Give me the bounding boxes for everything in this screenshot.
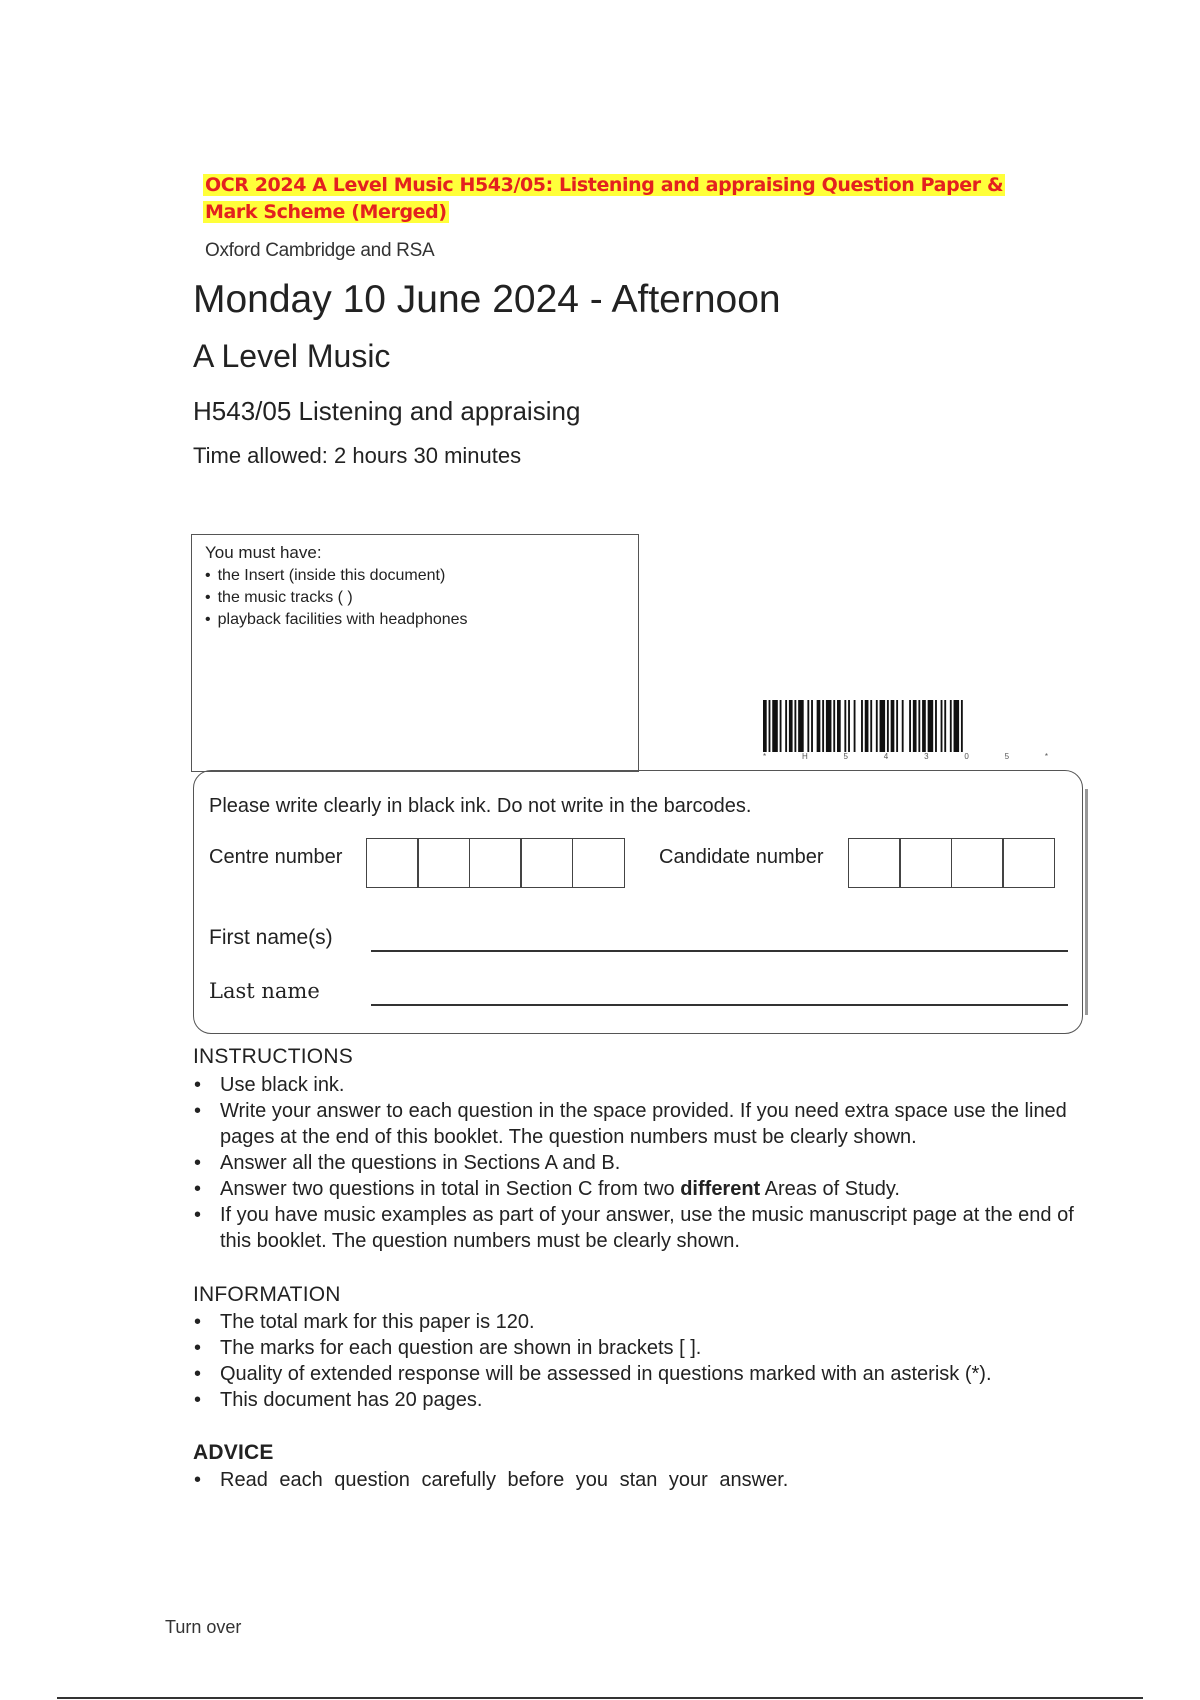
barcode-bar <box>961 700 963 752</box>
barcode-bar <box>876 700 878 752</box>
instruction-item <box>193 1176 1093 1202</box>
must-have-item: • the music tracks ( ) <box>205 587 468 609</box>
barcode-bar <box>861 700 863 752</box>
barcode-bar <box>909 700 911 752</box>
instruction-emphasis: different <box>680 1178 761 1200</box>
barcode-bar <box>928 700 934 752</box>
barcode-digit: 4 <box>883 752 889 761</box>
barcode-bar <box>954 700 960 752</box>
merged-document-title <box>203 172 1053 226</box>
instructions-heading: INSTRUCTIONS <box>193 1045 353 1068</box>
candidate-number-digit-box[interactable] <box>899 838 952 888</box>
merged-document-title-text: OCR 2024 A Level Music H543/05: Listening and appraising Question Paper & Mark Scheme (Merged) <box>205 174 1004 223</box>
barcode-bar <box>854 700 856 752</box>
barcode-digit: * <box>1044 752 1048 761</box>
centre-number-digit-box[interactable] <box>572 838 625 888</box>
advice-heading: ADVICE <box>193 1441 274 1464</box>
must-have-box <box>191 534 639 772</box>
barcode-bar <box>837 700 841 752</box>
barcode-digit: * <box>763 752 767 761</box>
advice-item: • Read each question carefully before you stan your answer. <box>193 1467 1093 1493</box>
page-bottom-rule <box>57 1697 1143 1699</box>
must-have-item: • the Insert (inside this document) <box>205 565 468 587</box>
barcode-digit: 5 <box>843 752 848 761</box>
must-have-title: You must have: <box>205 543 322 562</box>
organisation-name: Oxford Cambridge and RSA <box>205 240 435 261</box>
time-allowed: Time allowed: 2 hours 30 minutes <box>193 443 522 468</box>
instructions-list <box>193 1072 1093 1254</box>
exam-subject: A Level Music <box>193 338 391 374</box>
barcode-bar <box>880 700 886 752</box>
must-have-item: • playback facilities with headphones <box>205 609 468 631</box>
barcode-bar <box>769 700 771 752</box>
barcode-bar <box>891 700 895 752</box>
paper-code-title: H543/05 Listening and appraising <box>193 396 581 426</box>
barcode-digit: 0 <box>964 752 969 761</box>
centre-number-boxes <box>367 838 625 888</box>
barcode-digit: 5 <box>1004 752 1010 761</box>
barcode-bar <box>865 700 869 752</box>
candidate-number-digit-box[interactable] <box>951 838 1004 888</box>
barcode-bar <box>887 700 889 752</box>
barcode-bar <box>833 700 835 752</box>
turn-over-label: Turn over <box>165 1617 242 1637</box>
instruction-item: • Write your answer to each question in the space provided. If you need extra space use the lined pages at the end of this booklet. The question numbers must be clearly shown. <box>193 1098 1093 1150</box>
barcode-digit: 3 <box>924 752 929 761</box>
information-item: • This document has 20 pages. <box>193 1387 1093 1413</box>
barcode-bar <box>811 700 813 752</box>
barcode-bar <box>913 700 917 752</box>
information-item: • The marks for each question are shown in brackets [ ]. <box>193 1335 1093 1361</box>
centre-number-digit-box[interactable] <box>469 838 522 888</box>
barcode-bar <box>941 700 943 752</box>
barcode-digit: H <box>801 752 808 761</box>
candidate-number-boxes <box>849 838 1055 888</box>
barcode-bar <box>844 700 846 752</box>
barcode-bar <box>918 700 920 752</box>
barcode-digits <box>763 752 1048 762</box>
first-name-field[interactable] <box>371 950 1068 952</box>
information-list <box>193 1309 1093 1413</box>
centre-number-digit-box[interactable] <box>366 838 419 888</box>
barcode <box>763 700 1048 752</box>
write-clearly-instruction: Please write clearly in black ink. Do not write in the barcodes. <box>209 795 752 817</box>
last-name-field[interactable] <box>371 1004 1068 1006</box>
information-heading: INFORMATION <box>193 1283 341 1306</box>
candidate-number-digit-box[interactable] <box>1002 838 1055 888</box>
barcode-bar <box>896 700 898 752</box>
barcode-bar <box>922 700 926 752</box>
barcode-bar <box>798 700 804 752</box>
barcode-bar <box>780 700 782 752</box>
barcode-bar <box>785 700 787 752</box>
information-item: • Quality of extended response will be assessed in questions marked with an asterisk (*). <box>193 1361 1093 1387</box>
must-have-list <box>205 565 468 631</box>
first-name-label: First name(s) <box>209 926 333 949</box>
centre-number-digit-box[interactable] <box>520 838 573 888</box>
barcode-bar <box>935 700 937 752</box>
last-name-label: Last name <box>209 979 320 1003</box>
centre-number-digit-box[interactable] <box>417 838 470 888</box>
barcode-bar <box>950 700 952 752</box>
barcode-bar <box>789 700 793 752</box>
box-shadow-edge <box>1085 789 1088 1015</box>
barcode-bar <box>944 700 946 752</box>
barcode-bar <box>848 700 850 752</box>
barcode-bar <box>826 700 832 752</box>
candidate-number-label: Candidate number <box>659 846 824 868</box>
centre-number-label: Centre number <box>209 846 343 868</box>
barcode-bar <box>772 700 778 752</box>
barcode-bar <box>822 700 824 752</box>
instruction-item: • Use black ink. <box>193 1072 1093 1098</box>
instruction-item: • If you have music examples as part of your answer, use the music manuscript page at the end of this booklet. The question numbers must be clearly shown. <box>193 1202 1093 1254</box>
candidate-number-digit-box[interactable] <box>848 838 901 888</box>
instruction-item-text: Answer two questions in total in Section C from two <box>220 1178 675 1200</box>
advice-list <box>193 1467 1093 1493</box>
instruction-item: • Answer all the questions in Sections A and B. <box>193 1150 1093 1176</box>
barcode-bar <box>870 700 872 752</box>
barcode-bar <box>763 700 767 752</box>
barcode-bar <box>807 700 809 752</box>
information-item: • The total mark for this paper is 120. <box>193 1309 1093 1335</box>
exam-date: Monday 10 June 2024 - Afternoon <box>193 278 781 321</box>
barcode-bar <box>902 700 904 752</box>
barcode-bar <box>817 700 821 752</box>
instruction-item-text: Areas of Study. <box>764 1178 900 1200</box>
barcode-bar <box>794 700 796 752</box>
